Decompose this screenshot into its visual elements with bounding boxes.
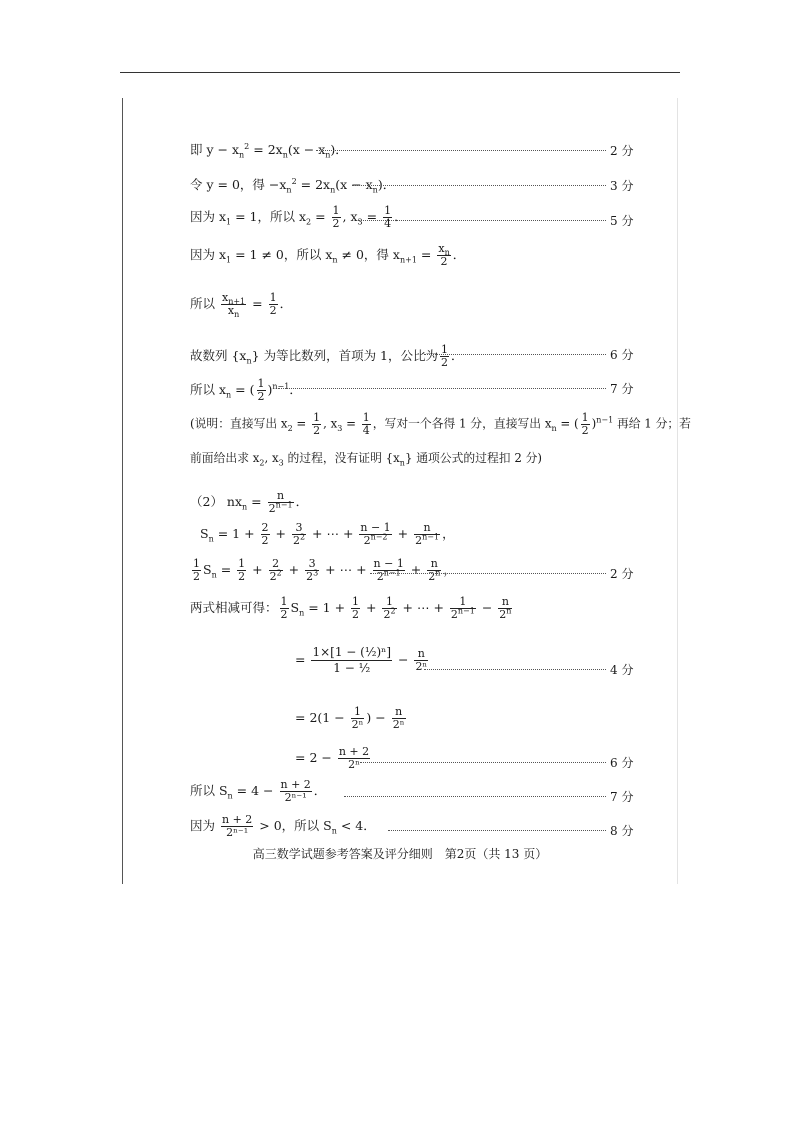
fraction: $\frac{\text{1×[1 − (½)ⁿ]}}{\text{1 − ½}}$: [312, 645, 392, 675]
fraction: $\frac{3}{2^2}$: [292, 521, 306, 547]
page-footer: 高三数学试题参考答案及评分细则 第2页（共 13 页）: [252, 847, 548, 861]
sum-line-2: $\frac{1}{2}$ $S_n$ = $\frac{1}{2}$ + $\frac{2}{2^2}$ + $\frac{3}{2^3}$ + ⋯ + $\frac{n - 1}{2^{n-1}}$ + $\frac{n}{2^n}$ ，: [193, 557, 456, 583]
fraction: $\frac{1}{2}$: [238, 557, 246, 583]
fraction: $\frac{2}{2^2}$: [269, 557, 282, 583]
solution-line-6: 故数列 $\{x_n\}$ 为等比数列，首项为 1，公比为 $\frac{1}{2}$ ．: [190, 343, 464, 369]
solution-line-1: 即 $y - x_n^2 = 2x_n(x - x_n)$．: [190, 141, 348, 160]
score-mark: 3 分: [610, 179, 634, 193]
leader-dots: [360, 762, 606, 764]
score-mark: 2 分: [610, 144, 634, 158]
derivation-step-2: = 2(1 − $\frac{1}{\text{2ⁿ}}$ ) − $\frac{n}{\text{2ⁿ}}$: [295, 705, 405, 731]
leader-dots: [358, 220, 606, 222]
fraction: $\frac{1}{2}$: [257, 377, 265, 403]
note-line-1: (说明：直接写出 $x_2$ = $\frac{1}{2}$ , $x_3$ = $\frac{1}{4}$ ，写对一个各得 1 分，直接写出 $x_n$ = ( $\frac{1}{2}$ )$^{n-1}$ 再给 1 分；若: [190, 411, 691, 437]
leader-dots: [388, 830, 606, 832]
fraction: $\frac{1}{2}$: [581, 411, 589, 437]
fraction: $\frac{n - 1}{2^{n-2}}$: [360, 521, 391, 547]
fraction: $\frac{n}{\text{2ⁿ}}$: [415, 647, 428, 673]
fraction: $\frac{n}{2^{n-1}}$: [415, 521, 440, 547]
right-margin-rule: [677, 98, 678, 884]
score-mark: 8 分: [610, 824, 634, 838]
fraction: $\frac{1}{2}$: [269, 291, 277, 317]
fraction: $\frac{n - 1}{2^{n-1}}$: [373, 557, 404, 583]
fraction: $\frac{n + 2}{\text{2ⁿ⁻¹}}$: [221, 813, 253, 839]
fraction: $\frac{n}{2^n}$: [499, 595, 512, 621]
fraction: $\frac{2}{2}$: [261, 521, 269, 547]
note-line-2: 前面给出求 $x_2$, $x_3$ 的过程，没有证明 $\{x_n\}$ 通项公式的过程扣 2 分): [190, 451, 542, 468]
fraction: $\frac{3}{2^3}$: [306, 557, 319, 583]
score-mark: 7 分: [610, 382, 634, 396]
solution-line-7: 所以 $x_n$ = ( $\frac{1}{2}$ )$^{n-1}$．: [190, 377, 302, 403]
fraction: $\frac{1}{2}$: [441, 343, 448, 369]
conclusion-line-2: 因为 $\frac{n + 2}{\text{2ⁿ⁻¹}}$ > 0，所以 $S_n < 4$．: [190, 813, 376, 839]
solution-line-2: 令 y = 0，得 $-x_n^2 = 2x_n(x - x_n)$．: [190, 176, 396, 195]
fraction: $\frac{n + 2}{\text{2ⁿ}}$: [338, 745, 370, 771]
sum-line-1: $S_n = 1$ + $\frac{2}{2}$ + $\frac{3}{2^2}$ + ⋯ + $\frac{n - 1}{2^{n-2}}$ + $\frac{n}{2^{n-1}}$ ，: [200, 521, 455, 547]
fraction: $\frac{1}{2^{n-1}}$: [450, 595, 475, 621]
fraction: $\frac{1}{2}$: [352, 595, 360, 621]
fraction: $\frac{x_{n+1}}{x_n}$: [221, 291, 246, 320]
score-mark: 6 分: [610, 756, 634, 770]
top-rule: [120, 72, 680, 73]
fraction: $\frac{n + 2}{\text{2ⁿ⁻¹}}$: [280, 778, 311, 804]
score-mark: 4 分: [610, 663, 634, 677]
fraction: $\frac{1}{2}$: [332, 204, 340, 230]
fraction: $\frac{1}{2}$: [193, 557, 200, 583]
leader-dots: [424, 669, 606, 671]
fraction: $\frac{x_n}{2}$: [438, 242, 450, 268]
left-margin-rule: [122, 98, 123, 884]
fraction: $\frac{1}{\text{2ⁿ}}$: [351, 705, 364, 731]
derivation-step-1: = $\frac{\text{1×[1 − (½)ⁿ]}}{\text{1 − ½}}$ − $\frac{n}{\text{2ⁿ}}$: [295, 645, 428, 675]
score-mark: 5 分: [610, 214, 634, 228]
score-mark: 2 分: [610, 567, 634, 581]
fraction: $\frac{1}{4}$: [362, 411, 370, 437]
subtraction-line: 两式相减可得： $\frac{1}{2}$ $S_n = 1$ + $\frac{1}{2}$ + $\frac{1}{2^2}$ + ⋯ + $\frac{1}{2^{n-1}}$ − $\frac{n}{2^n}$: [190, 595, 512, 621]
solution-line-5: 所以 $\frac{x_{n+1}}{x_n}$ = $\frac{1}{2}$ ．: [190, 291, 293, 320]
leader-dots: [278, 388, 606, 390]
score-mark: 7 分: [610, 790, 634, 804]
solution-line-3: 因为 $x_1 = 1$，所以 $x_2$ = $\frac{1}{2}$ , $x_3$ = $\frac{1}{4}$ ．: [190, 204, 407, 230]
derivation-step-3: = 2 − $\frac{n + 2}{\text{2ⁿ}}$: [295, 745, 370, 771]
score-mark: 6 分: [610, 348, 634, 362]
leader-dots: [424, 354, 606, 356]
fraction: $\frac{n}{2^{n-1}}$: [268, 489, 293, 515]
solution-line-part2: （2） $nx_n$ = $\frac{n}{2^{n-1}}$ ．: [190, 489, 309, 515]
fraction: $\frac{1}{2}$: [313, 411, 321, 437]
leader-dots: [352, 185, 606, 187]
fraction: $\frac{n}{\text{2ⁿ}}$: [392, 705, 405, 731]
fraction: $\frac{n}{2^n}$: [428, 557, 441, 583]
solution-line-4: 因为 $x_1 = 1 \ne 0$，所以 $x_n \ne 0$，得 $x_{n+1}$ = $\frac{x_n}{2}$ ．: [190, 242, 466, 268]
fraction: $\frac{1}{4}$: [384, 204, 392, 230]
conclusion-line-1: 所以 $S_n = 4$ − $\frac{n + 2}{\text{2ⁿ⁻¹}}$ ．: [190, 778, 327, 804]
leader-dots: [316, 150, 606, 152]
fraction: $\frac{1}{2}$: [280, 595, 288, 621]
leader-dots: [344, 796, 606, 798]
fraction: $\frac{1}{2^2}$: [383, 595, 396, 621]
leader-dots: [370, 573, 606, 575]
